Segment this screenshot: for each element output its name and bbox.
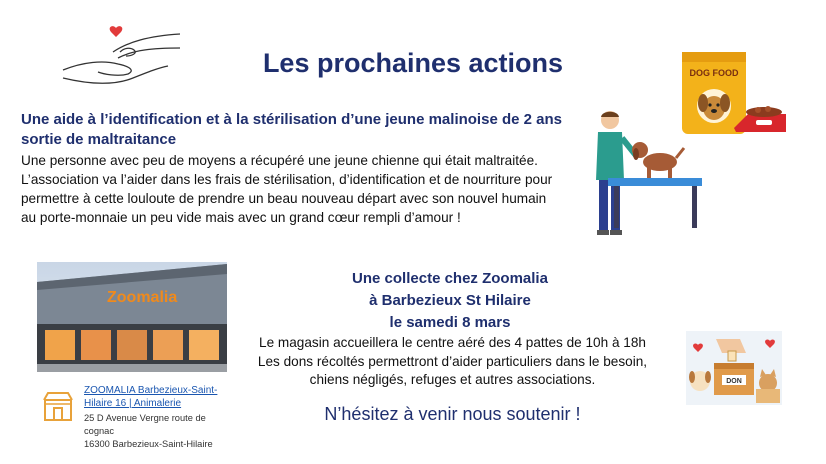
store-icon [43,390,73,422]
call-to-action: N’hésitez à venir nous soutenir ! [324,404,581,424]
store-photo [37,262,227,372]
section1-body-line: Une personne avec peu de moyens a récupéré une jeune chienne qui était maltraitée. [21,153,538,168]
donation-icon [686,331,782,405]
store-name-link[interactable]: ZOOMALIA Barbezieux-Saint-Hilaire 16 | Animalerie [84,385,218,409]
collecte-date: le samedi 8 mars [389,314,511,331]
store-sign: Zoomalia [107,289,178,306]
collecte-location: à Barbezieux St Hilaire [369,292,531,309]
store-card [37,380,237,460]
section1-heading [21,110,581,150]
collecte-description-line: Les dons récoltés permettront d’aider particuliers dans le besoin, [257,353,648,369]
section1-body [21,151,591,227]
collecte-description-line: chiens négligés, refuges et autres associations. [309,372,596,387]
store-address [84,412,244,451]
store-address-line: 25 D Avenue Vergne route de [84,413,206,423]
store-address-line: cognac [84,426,114,436]
section1-body-line: permettre à cette louloute de prendre un beau nouveau départ avec son nouvel humain [21,191,547,206]
section1-heading-line2: sortie de maltraitance [21,131,177,148]
store-address-line: 16300 Barbezieux-Saint-Hilaire [84,439,213,449]
page-title: Les prochaines actions [262,48,564,78]
dog-food-label: DOG FOOD [689,68,739,78]
collecte-description-line: Le magasin accueillera le centre aéré des 4 pattes de 10h à 18h [259,335,646,350]
donation-box-label: DON [726,378,742,385]
collecte-description [240,334,665,390]
vet-dog-icon [592,108,704,244]
collecte-title: Une collecte chez Zoomalia [352,270,548,287]
section1-heading-line1: Une aide à l’identification et à la stérilisation d’une jeune malinoise de 2 ans [21,111,562,128]
section1-body-line: L’association va l’aider dans les frais de stérilisation, d’identification et de nourriture pour [21,172,553,187]
section1-body-line: au porte-monnaie un peu vide mais avec un grand cœur rempli d’amour ! [21,210,461,225]
